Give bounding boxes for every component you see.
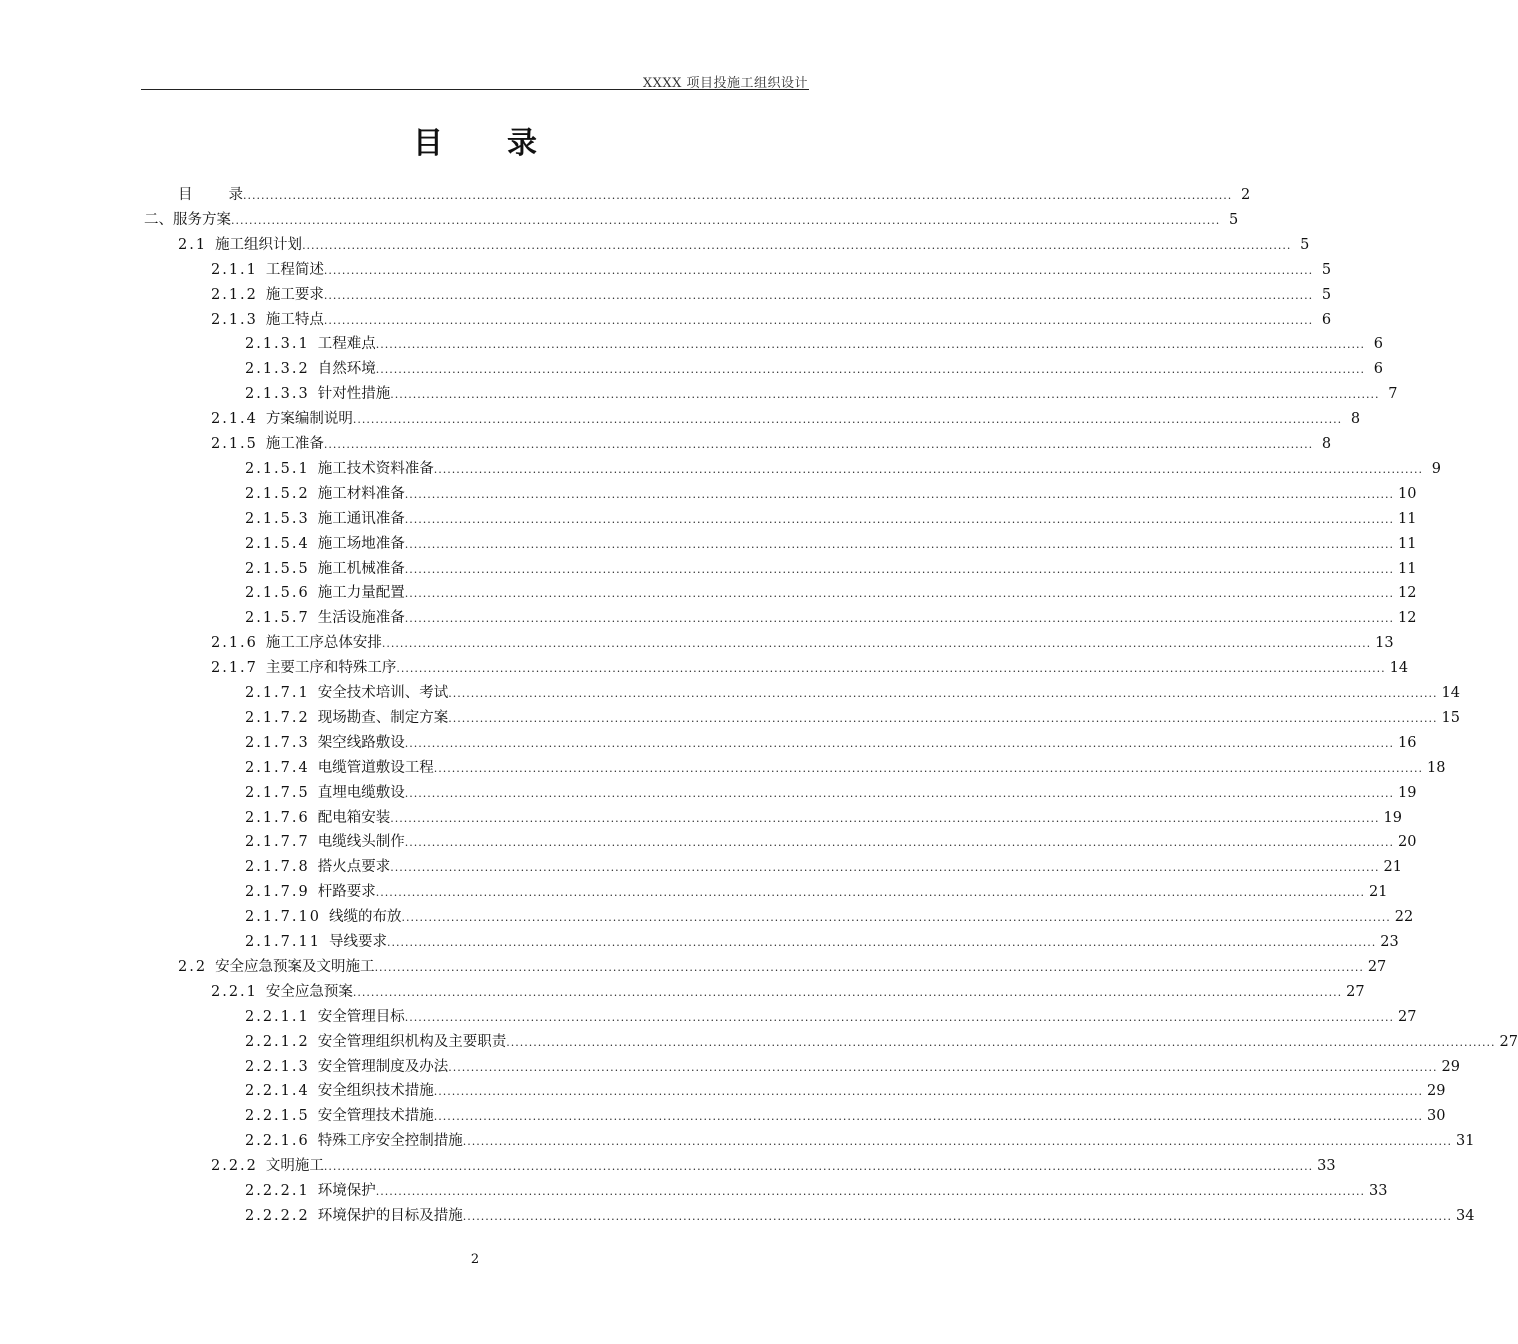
toc-dot-leader: ............................................................................................................................................................................................................................ <box>302 239 1292 252</box>
running-header: XXXX 项目投施工组织设计 <box>642 76 808 91</box>
toc-dot-leader: ............................................................................................................................................................................................................................ <box>404 587 1394 600</box>
toc-entry-number: 2.2.1.6 <box>245 1133 310 1149</box>
toc-entry-title: 工程难点 <box>317 336 376 352</box>
toc-entry-number: 2.1.5.6 <box>245 585 310 601</box>
toc-dot-leader: ............................................................................................................................................................................................................................ <box>386 936 1377 949</box>
toc-entry-title: 搭火点要求 <box>317 859 391 875</box>
toc-entry-page: 11 <box>1397 536 1417 552</box>
toc-entry-number: 2.1.5.4 <box>245 536 310 552</box>
toc-dot-leader: ............................................................................................................................................................................................................................ <box>374 961 1364 974</box>
toc-entry-page: 5 <box>1229 212 1239 228</box>
toc-entry-number: 2.1.7.8 <box>245 859 310 875</box>
toc-entry[interactable] <box>245 458 1441 480</box>
toc-entry-page: 18 <box>1426 760 1446 776</box>
toc-entry-page: 22 <box>1394 909 1414 925</box>
toc-dot-leader: ............................................................................................................................................................................................................................ <box>352 413 1343 426</box>
toc-entry-page: 8 <box>1321 436 1332 452</box>
toc-entry-page: 29 <box>1426 1083 1446 1099</box>
toc-entry[interactable] <box>144 209 1239 231</box>
toc-entry-number: 2.1.5 <box>211 436 258 452</box>
toc-entry-number: 2.1.7.1 <box>245 685 310 701</box>
toc-entry-number: 2.1.7.3 <box>245 735 310 751</box>
toc-dot-leader: ............................................................................................................................................................................................................................ <box>396 662 1386 675</box>
toc-entry-title: 安全组织技术措施 <box>317 1083 434 1099</box>
toc-entry[interactable] <box>245 856 1402 878</box>
toc-entry-number: 2.1.7.11 <box>245 934 321 950</box>
toc-entry-page: 23 <box>1380 934 1399 950</box>
toc-entry-number: 2.1.3 <box>211 312 258 328</box>
toc-entry[interactable] <box>245 582 1417 604</box>
toc-entry-number: 2.1.5.3 <box>245 511 310 527</box>
toc-dot-leader: ............................................................................................................................................................................................................................ <box>448 712 1438 725</box>
toc-entry[interactable] <box>245 757 1446 779</box>
toc-entry[interactable] <box>245 508 1417 530</box>
toc-entry-page: 12 <box>1397 610 1417 626</box>
toc-entry-title: 施工机械准备 <box>317 561 405 577</box>
toc-entry[interactable] <box>245 1031 1518 1053</box>
toc-entry-title: 架空线路敷设 <box>317 735 405 751</box>
toc-entry[interactable] <box>245 807 1402 829</box>
page-title: 目录 <box>413 126 601 161</box>
toc-entry[interactable] <box>245 1130 1475 1152</box>
toc-entry-title: 杆路要求 <box>317 884 376 900</box>
toc-entry-number: 2.1.1 <box>211 262 258 278</box>
toc-entry-title: 安全管理目标 <box>317 1009 405 1025</box>
toc-entry[interactable] <box>178 234 1310 256</box>
toc-entry-number: 2.2.1.2 <box>245 1034 310 1050</box>
toc-entry-number: 2.1.3.1 <box>245 336 310 352</box>
toc-entry-page: 16 <box>1397 735 1417 751</box>
toc-dot-leader: ............................................................................................................................................................................................................................ <box>404 488 1394 501</box>
toc-dot-leader: ............................................................................................................................................................................................................................ <box>323 1160 1314 1173</box>
toc-dot-leader: ............................................................................................................................................................................................................................ <box>462 1135 1452 1148</box>
toc-entry-title: 方案编制说明 <box>265 411 353 427</box>
toc-entry-number: 2.1.7.10 <box>245 909 321 925</box>
toc-entry-page: 11 <box>1397 561 1417 577</box>
toc-dot-leader: ............................................................................................................................................................................................................................ <box>448 1061 1438 1074</box>
toc-entry-page: 5 <box>1321 287 1332 303</box>
toc-entry-page: 34 <box>1455 1208 1475 1224</box>
toc-entry[interactable] <box>211 408 1361 430</box>
toc-entry-title: 施工要求 <box>265 287 324 303</box>
toc-entry-page: 6 <box>1373 336 1383 352</box>
toc-dot-leader: ............................................................................................................................................................................................................................ <box>375 886 1365 899</box>
toc-entry-title: 线缆的布放 <box>328 909 402 925</box>
toc-entry-title: 施工特点 <box>265 312 324 328</box>
toc-entry-page: 11 <box>1397 511 1417 527</box>
toc-dot-leader: ............................................................................................................................................................................................................................ <box>404 1011 1394 1024</box>
toc-entry-number: 2.2.2.2 <box>245 1208 310 1224</box>
toc-entry[interactable] <box>245 881 1388 903</box>
toc-entry-page: 21 <box>1368 884 1388 900</box>
toc-entry-title: 施工力量配置 <box>317 585 405 601</box>
toc-dot-leader: ............................................................................................................................................................................................................................ <box>352 986 1343 999</box>
toc-entry-page: 30 <box>1426 1108 1446 1124</box>
toc-entry-title: 现场勘查、制定方案 <box>317 710 449 726</box>
toc-entry[interactable] <box>245 906 1414 928</box>
toc-entry[interactable] <box>245 383 1398 405</box>
toc-entry-number: 2.1.5.2 <box>245 486 310 502</box>
toc-entry-number: 2.2.1.1 <box>245 1009 310 1025</box>
toc-dot-leader: ............................................................................................................................................................................................................................ <box>433 1110 1423 1123</box>
toc-entry-page: 19 <box>1397 785 1417 801</box>
toc-entry-page: 33 <box>1368 1183 1388 1199</box>
toc-entry[interactable] <box>211 309 1332 331</box>
toc-entry-number: 2.1.4 <box>211 411 258 427</box>
toc-entry-number: 2.1 <box>178 237 208 253</box>
toc-entry-number: 2.1.5.5 <box>245 561 310 577</box>
toc-dot-leader: ............................................................................................................................................................................................................................ <box>231 214 1221 227</box>
toc-entry[interactable] <box>178 184 1251 206</box>
toc-entry-page: 5 <box>1300 237 1310 253</box>
toc-entry-page: 6 <box>1373 361 1383 377</box>
toc-entry-number: 2.1.7.7 <box>245 834 310 850</box>
toc-entry[interactable] <box>211 981 1365 1003</box>
toc-dot-leader: ............................................................................................................................................................................................................................ <box>404 513 1394 526</box>
toc-dot-leader: ............................................................................................................................................................................................................................ <box>390 812 1380 825</box>
toc-dot-leader: ............................................................................................................................................................................................................................ <box>433 463 1423 476</box>
toc-entry[interactable] <box>211 632 1394 654</box>
toc-entry[interactable] <box>245 732 1417 754</box>
toc-entry-number: 2.2.1.4 <box>245 1083 310 1099</box>
toc-entry-page: 8 <box>1350 411 1361 427</box>
toc-entry-number: 2.1.7.5 <box>245 785 310 801</box>
toc-entry-page: 27 <box>1367 959 1387 975</box>
toc-entry-number: 2.1.6 <box>211 635 258 651</box>
toc-entry[interactable] <box>211 259 1332 281</box>
toc-dot-leader: ............................................................................................................................................................................................................................ <box>375 363 1365 376</box>
toc-entry-page: 20 <box>1397 834 1417 850</box>
toc-entry-title: 环境保护 <box>317 1183 376 1199</box>
toc-entry[interactable] <box>211 284 1332 306</box>
toc-entry-title: 工程简述 <box>265 262 324 278</box>
toc-entry-number: 2.1.5.1 <box>245 461 310 477</box>
toc-entry-page: 14 <box>1389 660 1409 676</box>
toc-entry-number: 2.1.3.3 <box>245 386 310 402</box>
toc-entry[interactable] <box>245 682 1460 704</box>
toc-entry-title: 二、服务方案 <box>144 212 231 228</box>
toc-entry-page: 6 <box>1321 312 1332 328</box>
toc-entry-number: 2.2.1.5 <box>245 1108 310 1124</box>
toc-entry-page: 9 <box>1431 461 1441 477</box>
toc-entry-title: 电缆线头制作 <box>317 834 405 850</box>
toc-dot-leader: ............................................................................................................................................................................................................................ <box>404 563 1394 576</box>
toc-dot-leader: ............................................................................................................................................................................................................................ <box>323 438 1314 451</box>
toc-dot-leader: ............................................................................................................................................................................................................................ <box>404 737 1394 750</box>
toc-entry-number: 2.1.3.2 <box>245 361 310 377</box>
toc-entry-page: 7 <box>1388 386 1398 402</box>
toc-entry[interactable] <box>245 1205 1475 1227</box>
toc-dot-leader: ............................................................................................................................................................................................................................ <box>375 338 1365 351</box>
toc-entry-number: 2.2.2 <box>211 1158 258 1174</box>
toc-dot-leader: ............................................................................................................................................................................................................................ <box>448 687 1438 700</box>
toc-entry-number: 2.1.7.6 <box>245 810 310 826</box>
toc-entry-number: 2.1.2 <box>211 287 258 303</box>
toc-entry-title: 安全管理组织机构及主要职责 <box>317 1034 507 1050</box>
toc-entry-title: 安全应急预案及文明施工 <box>215 959 375 975</box>
toc-dot-leader: ............................................................................................................................................................................................................................ <box>404 836 1394 849</box>
toc-entry-page: 19 <box>1383 810 1402 826</box>
toc-entry-title: 施工准备 <box>265 436 324 452</box>
toc-dot-leader: ............................................................................................................................................................................................................................ <box>323 314 1314 327</box>
toc-entry[interactable] <box>245 1080 1446 1102</box>
toc-entry[interactable] <box>245 831 1417 853</box>
toc-entry[interactable] <box>245 533 1417 555</box>
toc-entry[interactable] <box>245 607 1417 629</box>
toc-dot-leader: ............................................................................................................................................................................................................................ <box>323 289 1314 302</box>
toc-entry-title: 直埋电缆敷设 <box>317 785 405 801</box>
toc-dot-leader: ............................................................................................................................................................................................................................ <box>401 911 1391 924</box>
toc-dot-leader: ............................................................................................................................................................................................................................ <box>462 1210 1452 1223</box>
toc-entry[interactable] <box>245 558 1417 580</box>
toc-entry-number: 2.2.1 <box>211 984 258 1000</box>
toc-entry-title: 针对性措施 <box>317 386 391 402</box>
toc-entry-page: 29 <box>1441 1059 1460 1075</box>
toc-entry-title: 生活设施准备 <box>317 610 405 626</box>
toc-entry-title: 导线要求 <box>328 934 387 950</box>
toc-entry-page: 10 <box>1397 486 1417 502</box>
toc-dot-leader: ............................................................................................................................................................................................................................ <box>404 538 1394 551</box>
toc-entry-page: 31 <box>1455 1133 1475 1149</box>
toc-dot-leader: ............................................................................................................................................................................................................................ <box>375 1185 1365 1198</box>
toc-entry-number: 2.1.7.2 <box>245 710 310 726</box>
toc-dot-leader: ............................................................................................................................................................................................................................ <box>381 637 1372 650</box>
toc-entry-number: 2.2 <box>178 959 208 975</box>
toc-entry[interactable] <box>245 782 1417 804</box>
toc-entry-title: 文明施工 <box>265 1158 324 1174</box>
toc-entry-title: 施工工序总体安排 <box>265 635 382 651</box>
toc-entry[interactable] <box>245 1105 1446 1127</box>
toc-entry-page: 13 <box>1375 635 1394 651</box>
toc-entry[interactable] <box>245 707 1460 729</box>
toc-entry-number: 2.1.7.4 <box>245 760 310 776</box>
page-number: 2 <box>470 1252 480 1267</box>
toc-entry-title: 环境保护的目标及措施 <box>317 1208 463 1224</box>
toc-entry-page: 15 <box>1441 710 1460 726</box>
header-rule <box>141 89 809 90</box>
toc-dot-leader: ............................................................................................................................................................................................................................ <box>433 762 1423 775</box>
toc-entry-title: 施工技术资料准备 <box>317 461 434 477</box>
toc-entry-page: 21 <box>1383 859 1402 875</box>
toc-entry[interactable] <box>245 1056 1460 1078</box>
toc-dot-leader: ............................................................................................................................................................................................................................ <box>433 1085 1423 1098</box>
toc-dot-leader: ............................................................................................................................................................................................................................ <box>323 264 1314 277</box>
toc-entry-page: 33 <box>1317 1158 1336 1174</box>
toc-entry-title: 安全管理制度及办法 <box>317 1059 449 1075</box>
toc-entry-page: 27 <box>1499 1034 1518 1050</box>
toc-entry-title: 施工通讯准备 <box>317 511 405 527</box>
toc-entry-title: 安全应急预案 <box>265 984 353 1000</box>
toc-dot-leader: ............................................................................................................................................................................................................................ <box>243 189 1233 202</box>
toc-entry-title: 电缆管道敷设工程 <box>317 760 434 776</box>
toc-entry[interactable] <box>245 333 1383 355</box>
toc-entry-number: 2.1.5.7 <box>245 610 310 626</box>
toc-entry-page: 14 <box>1441 685 1460 701</box>
toc-dot-leader: ............................................................................................................................................................................................................................ <box>404 612 1394 625</box>
toc-entry-number: 2.2.1.3 <box>245 1059 310 1075</box>
toc-entry-number: 2.1.7.9 <box>245 884 310 900</box>
toc-entry-number: 目 <box>178 187 195 203</box>
toc-entry-title: 施工组织计划 <box>215 237 303 253</box>
toc-entry[interactable] <box>245 358 1383 380</box>
toc-entry-title: 录 <box>228 187 243 203</box>
toc-entry-title: 自然环境 <box>317 361 376 377</box>
toc-entry-number: 2.1.7 <box>211 660 258 676</box>
toc-entry-title: 特殊工序安全控制措施 <box>317 1133 463 1149</box>
toc-entry-page: 12 <box>1397 585 1417 601</box>
toc-entry[interactable] <box>178 956 1387 978</box>
toc-entry-page: 27 <box>1346 984 1365 1000</box>
toc-entry-page: 2 <box>1241 187 1251 203</box>
toc-entry[interactable] <box>211 1155 1336 1177</box>
toc-entry-page: 5 <box>1321 262 1332 278</box>
toc-dot-leader: ............................................................................................................................................................................................................................ <box>404 787 1394 800</box>
toc-entry-page: 27 <box>1397 1009 1417 1025</box>
toc-entry[interactable] <box>211 433 1332 455</box>
toc-dot-leader: ............................................................................................................................................................................................................................ <box>390 861 1380 874</box>
toc-entry-title: 主要工序和特殊工序 <box>265 660 397 676</box>
toc-entry[interactable] <box>211 657 1409 679</box>
toc-entry-title: 施工材料准备 <box>317 486 405 502</box>
toc-dot-leader: ............................................................................................................................................................................................................................ <box>506 1036 1496 1049</box>
toc-dot-leader: ............................................................................................................................................................................................................................ <box>390 388 1380 401</box>
toc-entry-number: 2.2.2.1 <box>245 1183 310 1199</box>
toc-entry-title: 安全管理技术措施 <box>317 1108 434 1124</box>
toc-entry-title: 安全技术培训、考试 <box>317 685 449 701</box>
toc-entry[interactable] <box>245 931 1399 953</box>
toc-entry[interactable] <box>245 1180 1388 1202</box>
toc-entry-title: 施工场地准备 <box>317 536 405 552</box>
toc-entry-title: 配电箱安装 <box>317 810 391 826</box>
toc-entry[interactable] <box>245 483 1417 505</box>
toc-entry[interactable] <box>245 1006 1417 1028</box>
